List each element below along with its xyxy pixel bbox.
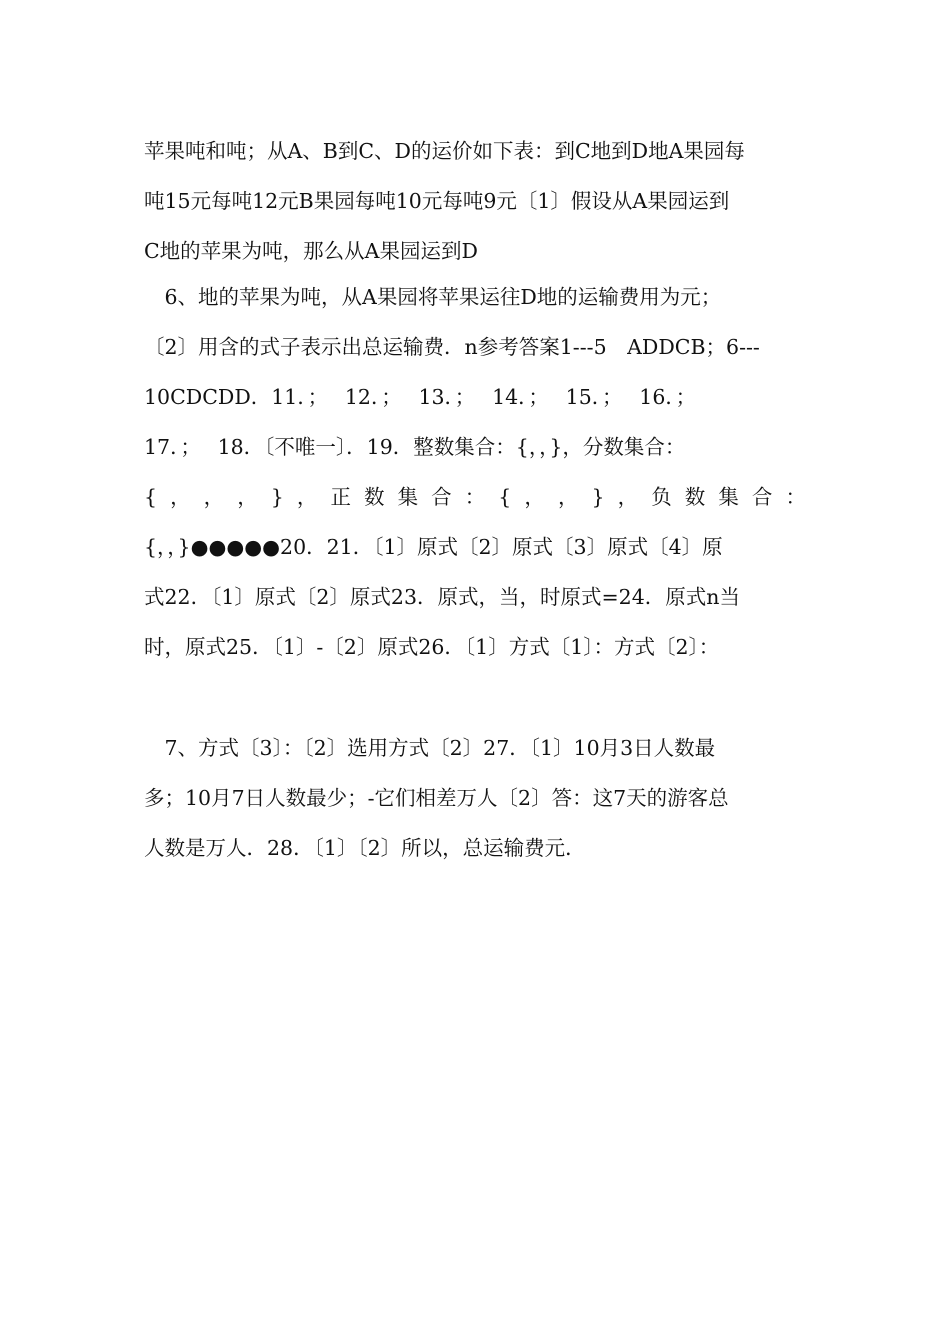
text-line: 时，原式25．〔1〕-〔2〕原式26．〔1〕方式〔1〕：方式〔2〕：: [144, 635, 720, 659]
text-line: 吨15元每吨12元B果园每吨10元每吨9元〔1〕假设从A果园运到: [144, 189, 730, 213]
text-char: 集: [718, 485, 739, 509]
text-line-justified: [144, 472, 806, 522]
text-char: 集: [397, 485, 419, 509]
paragraph-answer-continued: [144, 723, 806, 873]
text-char: }: [591, 485, 605, 509]
text-line: 多；10月7日人数最少；-它们相差万人〔2〕答：这7天的游客总: [144, 786, 729, 810]
text-char: {: [144, 485, 158, 509]
text-line: 7、方式〔3〕：〔2〕选用方式〔2〕27．〔1〕10月3日人数最: [144, 736, 716, 760]
text-char: 合: [751, 485, 773, 509]
text-line: 式22．〔1〕原式〔2〕原式23．原式，当，时原式=24．原式n当: [144, 585, 740, 609]
text-char: 正: [330, 485, 351, 509]
text-char: ：: [785, 485, 806, 509]
paragraph-problem-text: [144, 126, 806, 276]
text-line: 〔2〕用含的式子表示出总运输费．n参考答案1---5 ADDCB；6---: [144, 335, 760, 359]
text-char: ，: [296, 485, 318, 509]
text-line: 17．； 18．〔不唯一〕．19．整数集合：{，，}，分数集合：: [144, 435, 686, 459]
text-line: {，，}●●●●●20．21．〔1〕原式〔2〕原式〔3〕原式〔4〕原: [144, 535, 723, 559]
text-char: ，: [557, 485, 579, 509]
text-char: ，: [170, 485, 191, 509]
text-line: C地的苹果为吨，那么从A果园运到D: [144, 239, 478, 263]
text-char: ，: [203, 485, 225, 509]
text-char: ，: [237, 485, 258, 509]
text-char: ，: [524, 485, 545, 509]
text-char: {: [498, 485, 512, 509]
text-char: 数: [684, 485, 706, 509]
paragraph-answer-key: [144, 272, 806, 672]
text-char: 合: [431, 485, 452, 509]
text-char: }: [270, 485, 284, 509]
text-line: 6、地的苹果为吨，从A果园将苹果运往D地的运输费用为元；: [144, 285, 722, 309]
text-line: 10CDCDD．11．； 12．； 13．； 14．； 15．； 16．；: [144, 385, 697, 409]
text-char: 数: [364, 485, 385, 509]
text-line: 人数是万人．28．〔1〕〔2〕所以，总运输费元．: [144, 836, 586, 860]
text-char: ：: [464, 485, 486, 509]
text-char: ，: [617, 485, 639, 509]
text-line: 苹果吨和吨；从A、B到C、D的运价如下表：到C地到D地A果园每: [144, 139, 745, 163]
text-char: 负: [651, 485, 672, 509]
